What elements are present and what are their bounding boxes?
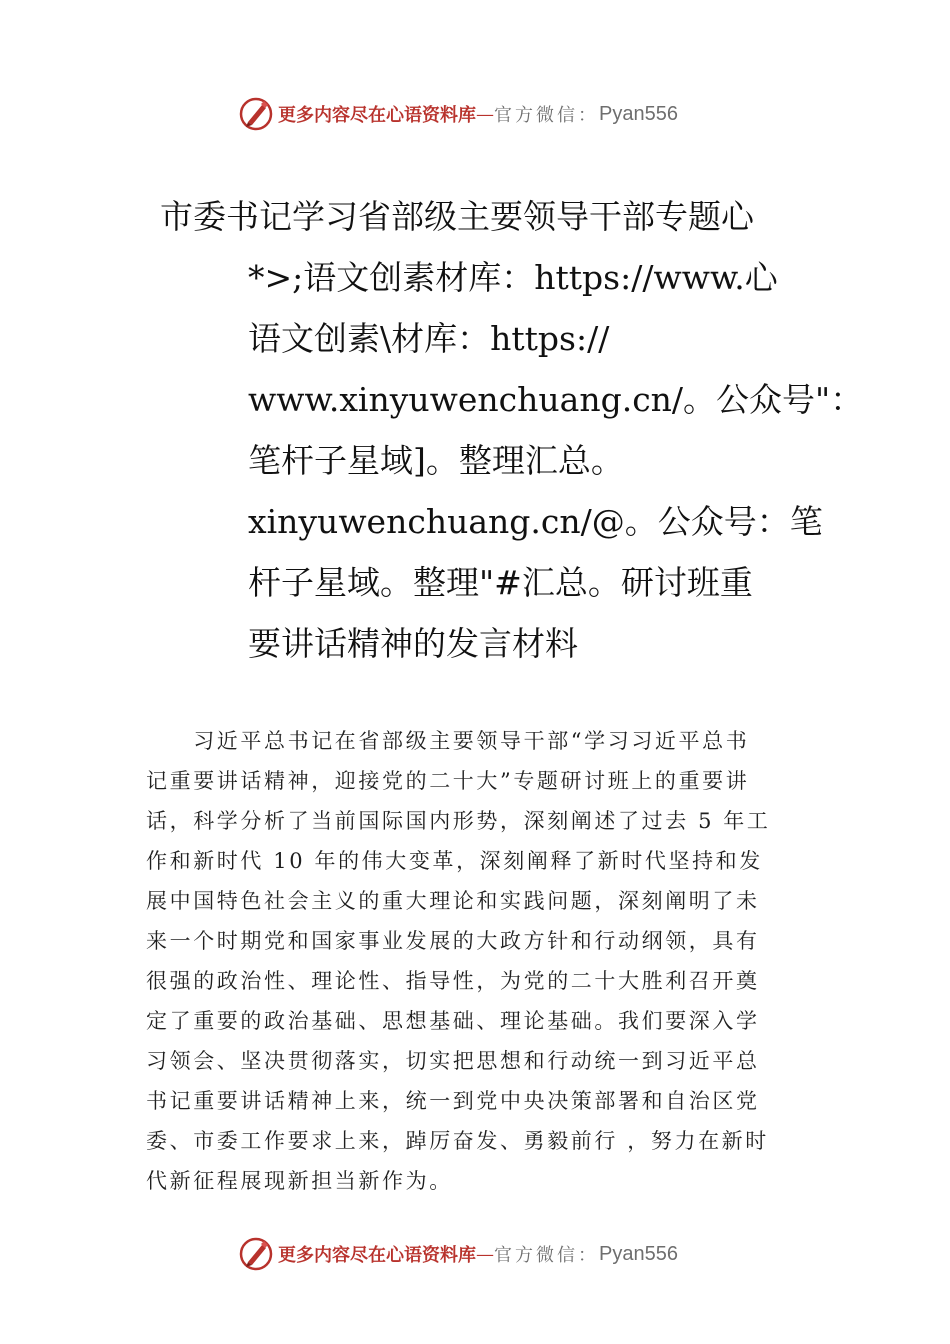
banner-dash: — bbox=[476, 1243, 494, 1265]
title-line: *>;语文创素材库：https://www.心 bbox=[248, 258, 778, 297]
title-line: www.xinyuwenchuang.cn/。公众号"： bbox=[248, 380, 864, 419]
brand-text: 更多内容尽在心语资料库 bbox=[278, 105, 476, 126]
footer-banner bbox=[238, 1236, 678, 1272]
title-line: 杆子星域。整理"#汇总。研讨班重 bbox=[248, 563, 753, 602]
wechat-id: Pyan556 bbox=[599, 1242, 678, 1265]
header-banner bbox=[238, 96, 678, 132]
title-line: xinyuwenchuang.cn/@。公众号：笔 bbox=[248, 502, 823, 541]
wechat-label: 官方微信： bbox=[494, 1245, 599, 1266]
body-line: 话，科学分析了当前国际国内形势，深刻阐述了过去 5 年工 bbox=[146, 809, 771, 833]
body-line: 作和新时代 10 年的伟大变革，深刻阐释了新时代坚持和发 bbox=[146, 849, 763, 873]
banner-dash: — bbox=[476, 103, 494, 125]
brand-text: 更多内容尽在心语资料库 bbox=[278, 1245, 476, 1266]
body-line: 定了重要的政治基础、思想基础、理论基础。我们要深入学 bbox=[146, 1009, 760, 1033]
document-title bbox=[160, 186, 864, 674]
body-line: 习领会、坚决贯彻落实，切实把思想和行动统一到习近平总 bbox=[146, 1049, 760, 1073]
wechat-id: Pyan556 bbox=[599, 102, 678, 125]
pen-logo-icon bbox=[238, 1236, 274, 1272]
body-line: 很强的政治性、理论性、指导性，为党的二十大胜利召开奠 bbox=[146, 969, 760, 993]
body-line: 记重要讲话精神，迎接党的二十大”专题研讨班上的重要讲 bbox=[146, 769, 750, 793]
title-line: 笔杆子星域]。整理汇总。 bbox=[248, 441, 624, 480]
body-line: 委、市委工作要求上来，踔厉奋发、勇毅前行 ，努力在新时 bbox=[146, 1129, 769, 1153]
body-paragraph bbox=[146, 721, 808, 1201]
body-line: 来一个时期党和国家事业发展的大政方针和行动纲领，具有 bbox=[146, 929, 760, 953]
pen-logo-icon bbox=[238, 96, 274, 132]
wechat-label: 官方微信： bbox=[494, 105, 599, 126]
body-line: 书记重要讲话精神上来，统一到党中央决策部署和自治区党 bbox=[146, 1089, 760, 1113]
body-line: 代新征程展现新担当新作为。 bbox=[146, 1169, 453, 1193]
body-line: 展中国特色社会主义的重大理论和实践问题，深刻阐明了未 bbox=[146, 889, 760, 913]
body-line: 习近平总书记在省部级主要领导干部“学习习近平总书 bbox=[146, 729, 750, 753]
title-line: 要讲话精神的发言材料 bbox=[248, 624, 578, 663]
title-line: 语文创素\材库：https:// bbox=[248, 319, 610, 358]
title-line: 市委书记学习省部级主要领导干部专题心 bbox=[160, 197, 754, 236]
